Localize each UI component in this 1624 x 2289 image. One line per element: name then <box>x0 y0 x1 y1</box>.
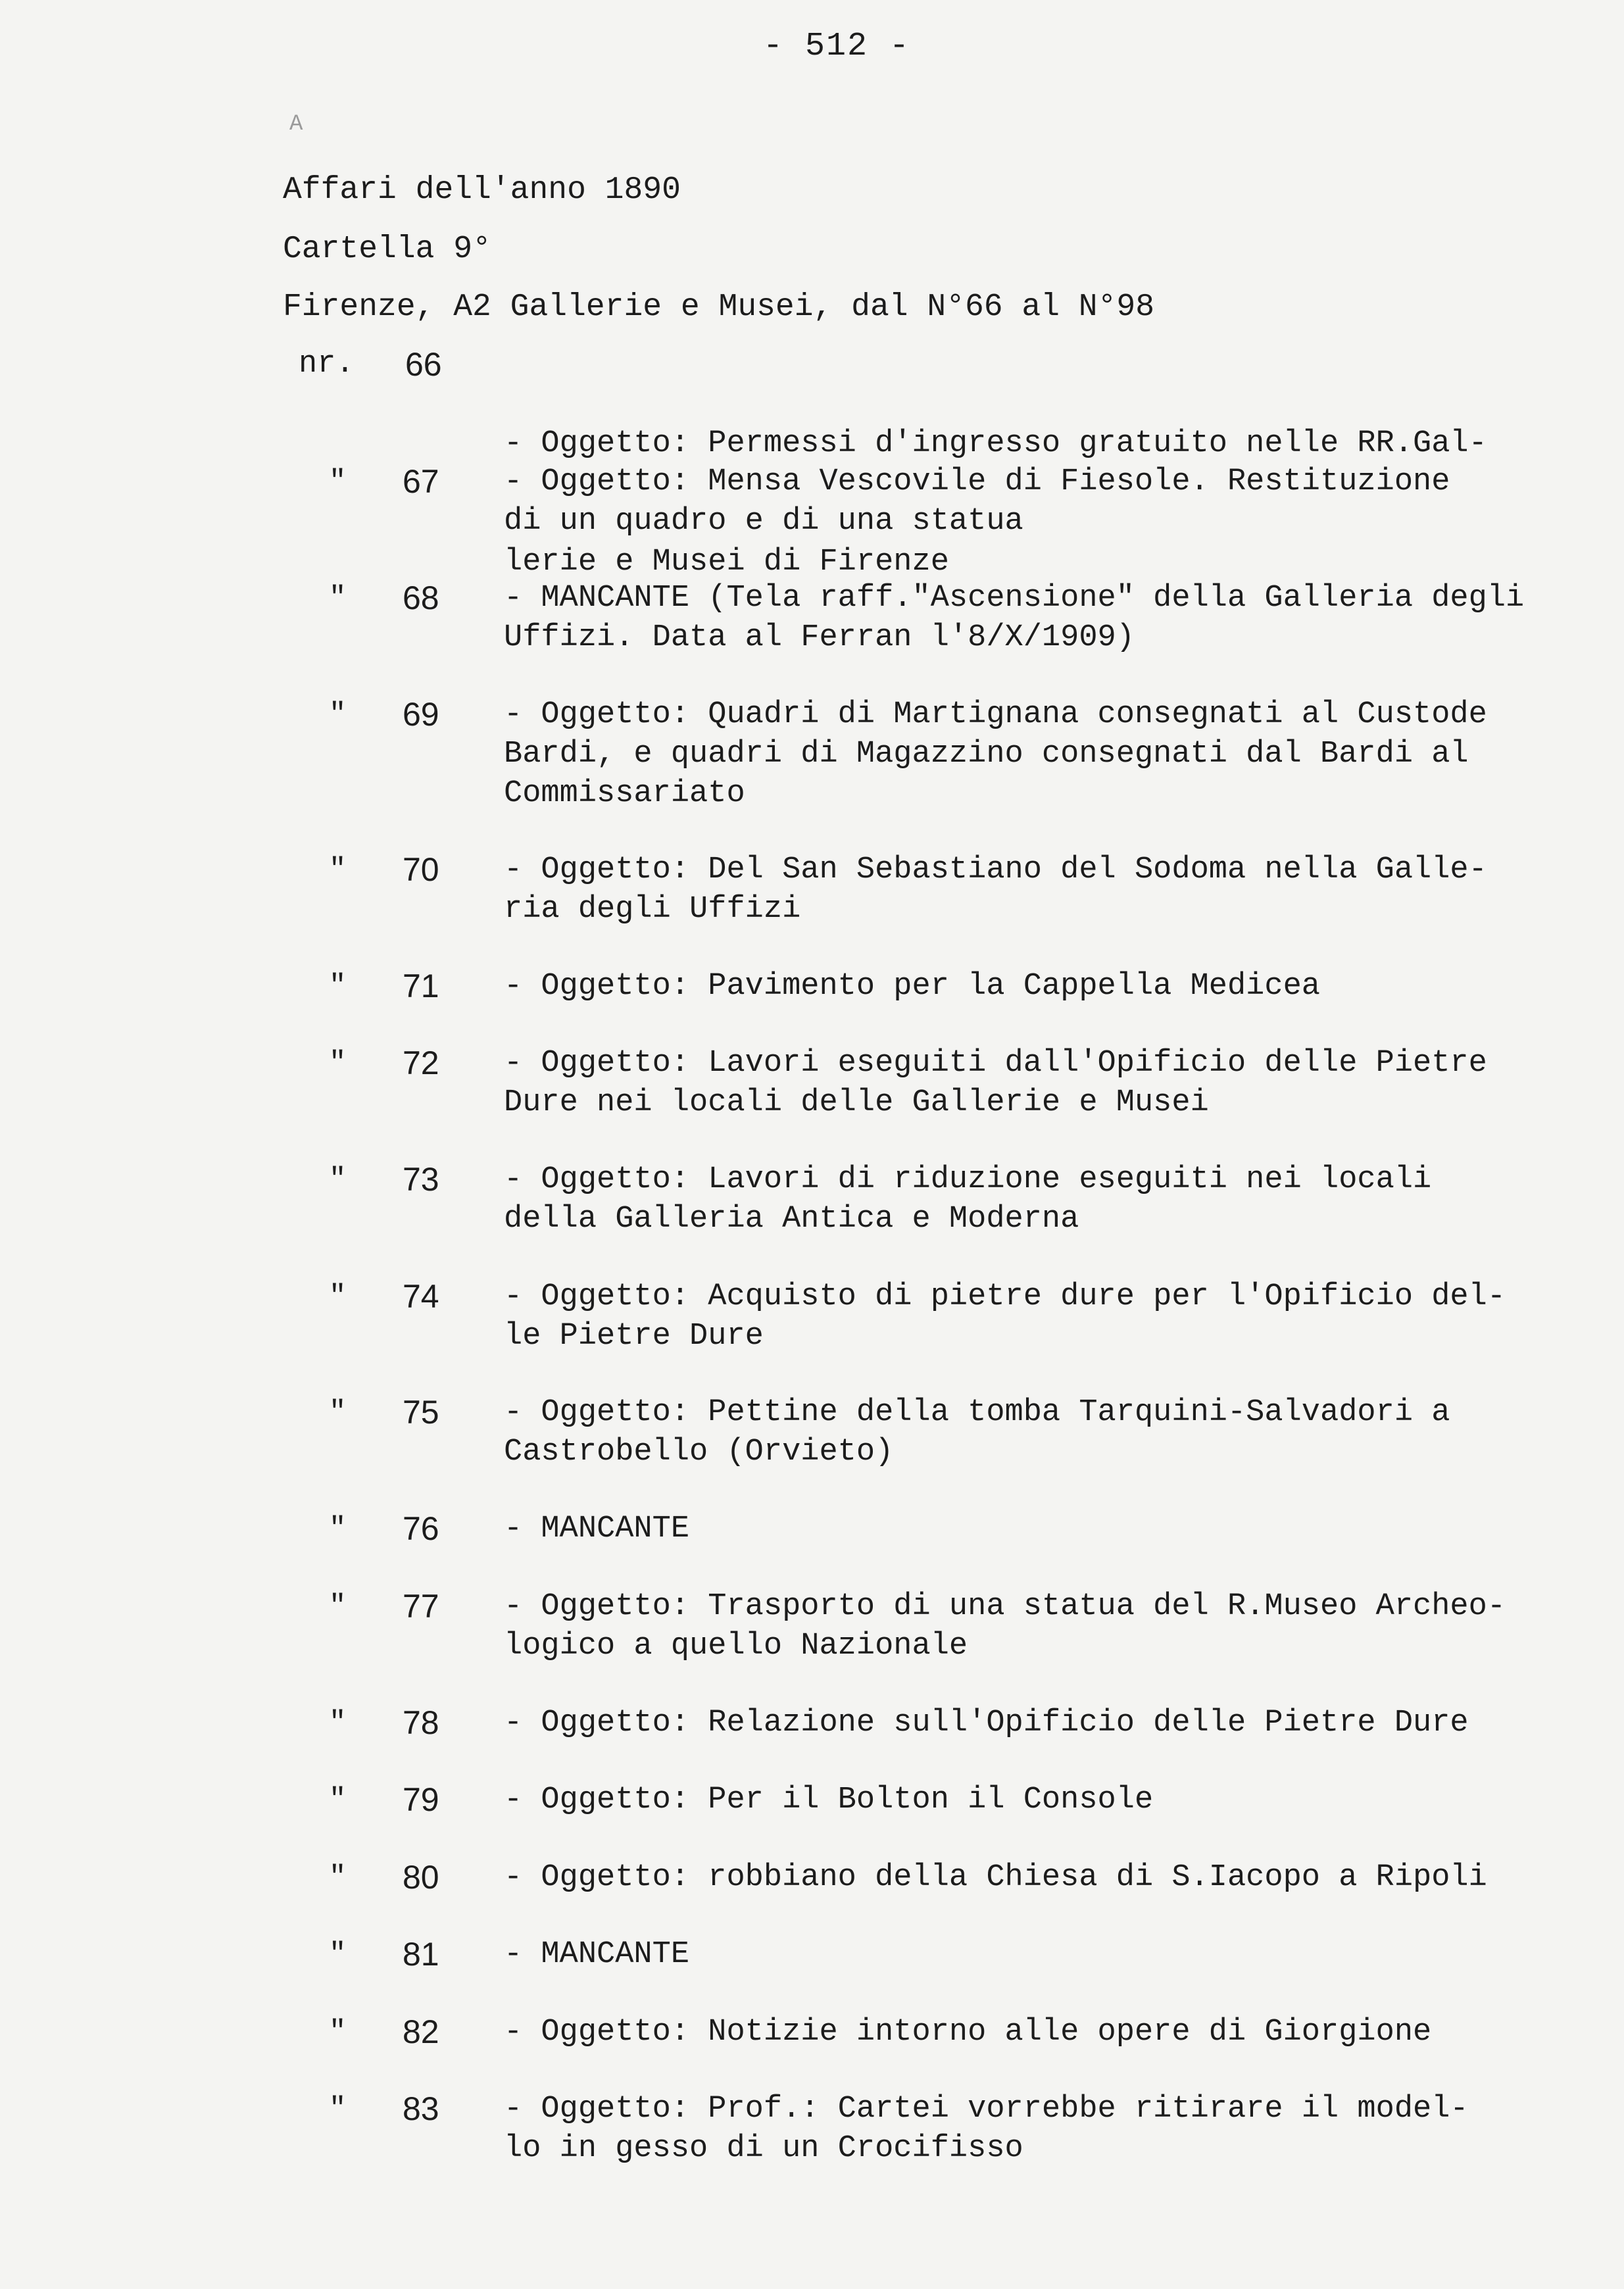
entry-number: 72 <box>403 1045 439 1081</box>
entry-number: 81 <box>403 1936 439 1973</box>
entry-prefix: nr. <box>299 347 355 382</box>
entry-text <box>504 2013 1431 2052</box>
entry-line: - Oggetto: Del San Sebastiano del Sodoma nella Galle- <box>504 852 1487 887</box>
entry-number: 73 <box>403 1161 439 1198</box>
entry-line: lerie e Musei di Firenze <box>504 545 949 579</box>
ditto-mark: " <box>329 1163 347 1196</box>
entry-line: della Galleria Antica e Moderna <box>504 1202 1079 1237</box>
entry-line: Dure nei locali delle Gallerie e Musei <box>504 1085 1209 1120</box>
entry-number: 77 <box>403 1588 439 1625</box>
ditto-mark: " <box>329 1396 347 1429</box>
entry-line: logico a quello Nazionale <box>504 1629 968 1663</box>
ditto-mark: " <box>329 1783 347 1816</box>
ditto-mark: " <box>329 1512 347 1545</box>
entry-line: - Oggetto: Pavimento per la Cappella Medicea <box>504 969 1321 1004</box>
header-folder: Cartella 9° <box>283 232 491 267</box>
entry-text <box>504 1510 689 1549</box>
entry-number: 69 <box>403 696 439 733</box>
entry-text <box>504 1781 1153 1820</box>
entry-text <box>504 579 1524 658</box>
entry-text <box>504 1160 1431 1239</box>
entry-number: 82 <box>403 2013 439 2050</box>
ditto-mark: " <box>329 1706 347 1739</box>
ditto-mark: " <box>329 1046 347 1079</box>
ditto-mark: " <box>329 970 347 1002</box>
entry-line: - Oggetto: Pettine della tomba Tarquini-Salvadori a <box>504 1395 1450 1430</box>
faded-mark: A <box>289 112 307 137</box>
entry-line: - Oggetto: Lavori di riduzione eseguiti nei locali <box>504 1162 1432 1197</box>
entry-number: 66 <box>405 346 442 383</box>
ditto-mark: " <box>329 1280 347 1313</box>
entry-line: ria degli Uffizi <box>504 892 801 927</box>
entry-line: - Oggetto: Quadri di Martignana consegnati al Custode <box>504 697 1487 732</box>
entry-text <box>504 695 1487 814</box>
entry-line: Bardi, e quadri di Magazzino consegnati dal Bardi al <box>504 737 1469 772</box>
entry-number: 71 <box>403 968 439 1004</box>
entry-line: Castrobello (Orvieto) <box>504 1435 894 1469</box>
ditto-mark: " <box>329 2092 347 2125</box>
entry-text <box>504 1393 1450 1472</box>
entry-line: - Oggetto: Acquisto di pietre dure per l'Opificio del- <box>504 1279 1506 1314</box>
entry-text <box>504 1044 1487 1123</box>
entry-number: 70 <box>403 851 439 888</box>
entry-line: - Oggetto: Lavori eseguiti dall'Opificio delle Pietre <box>504 1046 1487 1081</box>
ditto-mark: " <box>329 853 347 886</box>
entry-line: Uffizi. Data al Ferran l'8/X/1909) <box>504 620 1135 655</box>
entry-line: - MANCANTE <box>504 1512 690 1546</box>
ditto-mark: " <box>329 2015 347 2048</box>
entry-number: 83 <box>403 2090 439 2127</box>
ditto-mark: " <box>329 1938 347 1971</box>
entry-line: lo in gesso di un Crocifisso <box>504 2131 1023 2166</box>
ditto-mark: " <box>329 1861 347 1894</box>
entry-number: 75 <box>403 1394 439 1431</box>
header-year: Affari dell'anno 1890 <box>283 172 681 208</box>
entry-line: di un quadro e di una statua <box>504 504 1023 539</box>
entry-number: 78 <box>403 1704 439 1741</box>
entry-line: - Oggetto: robbiano della Chiesa di S.Iacopo a Ripoli <box>504 1860 1487 1895</box>
ditto-mark: " <box>329 698 347 731</box>
entry-number: 76 <box>403 1510 439 1547</box>
entry-text <box>504 1935 689 1975</box>
entry-line: - Oggetto: Permessi d'ingresso gratuito nelle RR.Gal- <box>504 426 1487 461</box>
entry-line: - Oggetto: Relazione sull'Opificio delle Pietre Dure <box>504 1706 1469 1740</box>
entry-line: - Oggetto: Trasporto di una statua del R.Museo Archeo- <box>504 1589 1506 1624</box>
ditto-mark: " <box>329 581 347 614</box>
entry-text <box>504 967 1320 1006</box>
entry-number: 79 <box>403 1781 439 1818</box>
entry-text <box>504 2090 1469 2169</box>
header-subject: Firenze, A2 Gallerie e Musei, dal N°66 al N°98 <box>283 289 1155 325</box>
entry-line: - MANCANTE (Tela raff."Ascensione" della Galleria degli <box>504 581 1525 616</box>
entry-number: 67 <box>403 463 439 500</box>
entry-line: - Oggetto: Per il Bolton il Console <box>504 1783 1154 1817</box>
page-number: - 512 - <box>763 28 911 65</box>
entry-line: - MANCANTE <box>504 1937 690 1972</box>
entry-number: 74 <box>403 1278 439 1315</box>
ditto-mark: " <box>329 465 347 498</box>
entry-text <box>504 1704 1469 1743</box>
entry-number: 80 <box>403 1859 439 1896</box>
entry-text <box>504 462 1450 541</box>
entry-text <box>504 1858 1487 1898</box>
entry-text <box>504 850 1487 929</box>
entry-line: - Oggetto: Prof.: Cartei vorrebbe ritirare il model- <box>504 2092 1469 2127</box>
entry-number: 68 <box>403 579 439 616</box>
entry-line: Commissariato <box>504 776 745 811</box>
entry-text <box>504 1277 1506 1356</box>
entry-line: - Oggetto: Mensa Vescovile di Fiesole. Restituzione <box>504 464 1450 499</box>
entry-text <box>504 1587 1506 1666</box>
ditto-mark: " <box>329 1590 347 1623</box>
entry-line: le Pietre Dure <box>504 1319 764 1354</box>
entry-line: - Oggetto: Notizie intorno alle opere di Giorgione <box>504 2015 1432 2050</box>
